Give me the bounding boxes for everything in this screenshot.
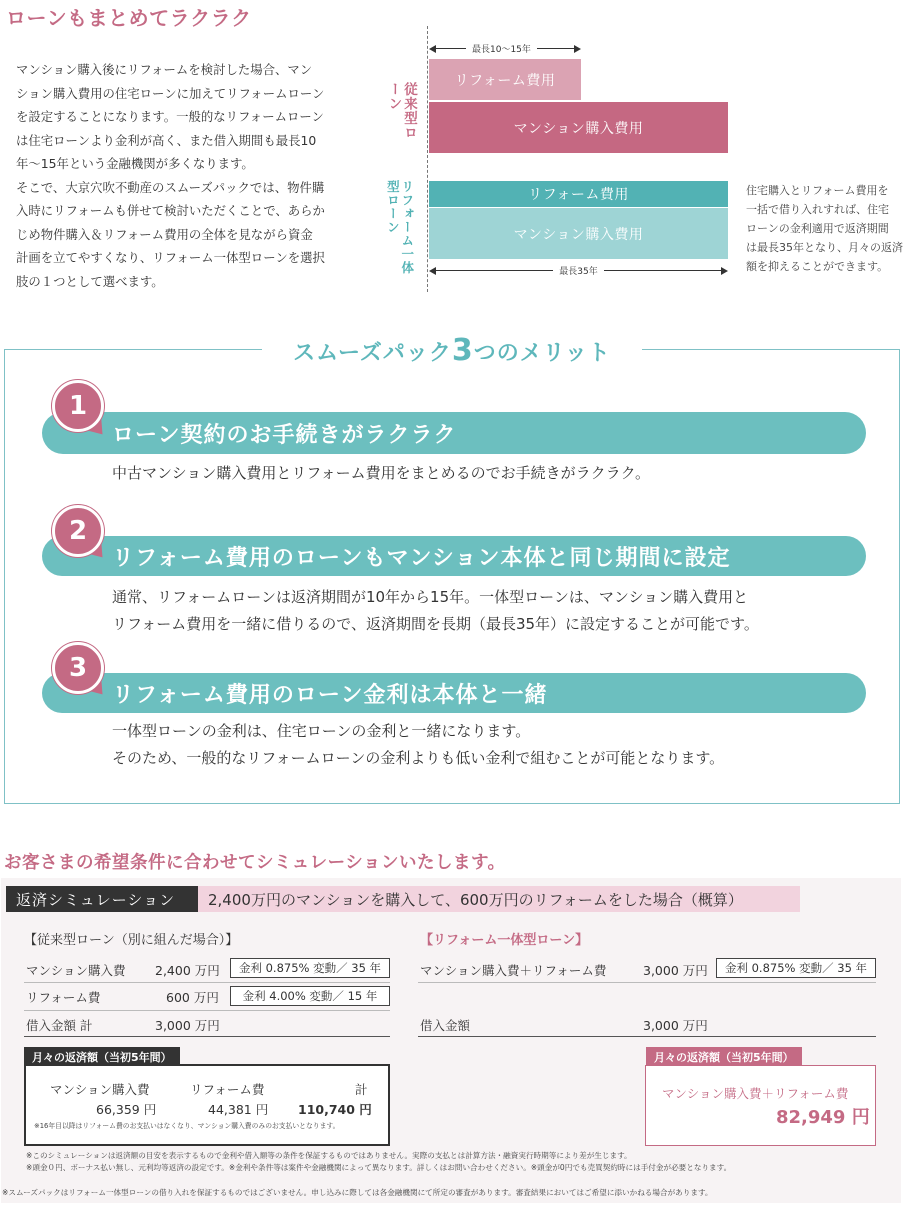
integrated-title: 【リフォーム一体型ローン】 — [420, 933, 589, 948]
conventional-title: 【従来型ローン（別に組んだ場合）】 — [24, 933, 239, 948]
arrow-right-icon — [721, 267, 728, 275]
conventional-reform-rate: 金利 4.00% 変動／ 15 年 — [230, 986, 390, 1006]
arrow-left-icon — [429, 267, 436, 275]
monthly-total-header: 計 — [355, 1082, 368, 1097]
merits-heading-number: 3 — [451, 333, 474, 368]
diagram-note-line: は最長35年となり、月々の返済 — [746, 241, 903, 254]
diagram-baseline — [427, 26, 428, 292]
merit-1-title: ローン契約のお手続きがラクラク — [42, 412, 866, 454]
loan-description-line: 計画を立てやすくなり、リフォーム一体型ローンを選択 — [16, 250, 325, 265]
conventional-monthly-label: 月々の返済額（当初5年間） — [24, 1047, 180, 1067]
monthly-reform-value: 44,381 円 — [208, 1102, 269, 1117]
integrated-total-label: 借入金額 — [420, 1018, 471, 1033]
integrated-loan-label: リフォーム一体型ローン — [385, 180, 415, 275]
conventional-mansion-amount: 2,400 万円 — [155, 963, 220, 978]
simulation-subtitle: 2,400万円のマンションを購入して、600万円のリフォームをした場合（概算） — [198, 886, 800, 912]
integrated-mansion-bar: マンション購入費用 — [429, 208, 728, 259]
loan-description-line: マンション購入後にリフォームを検討した場合、マン — [16, 62, 313, 77]
row-divider — [418, 982, 876, 983]
diagram-note-line: 額を抑えることができます。 — [746, 260, 889, 273]
merit-3-title: リフォーム費用のローン金利は本体と一緒 — [42, 673, 866, 713]
row-divider — [418, 1036, 876, 1037]
loan-description — [16, 58, 352, 293]
integrated-row-amount: 3,000 万円 — [643, 963, 708, 978]
simulation-footnote: ※このシミュレーションは返済額の目安を表示するもので金利や借入額等の条件を保証するものではありません。実際の支払とは計算方法・融資実行時期等により差が生じます。 — [26, 1151, 632, 1160]
merit-3-number: 3 — [52, 642, 104, 694]
bottom-dimension-label: 最長35年 — [559, 267, 598, 277]
merit-2-title: リフォーム費用のローンもマンション本体と同じ期間に設定 — [42, 536, 866, 576]
merit-desc-line: 一体型ローンの金利は、住宅ローンの金利と一緒になります。 — [112, 722, 531, 740]
conventional-mansion-bar: マンション購入費用 — [429, 102, 728, 153]
integrated-total-amount: 3,000 万円 — [643, 1018, 708, 1033]
merits-heading-pre: スムーズパック — [293, 341, 452, 366]
loan-description-line: ション購入費用の住宅ローンに加えてリフォームローン — [16, 85, 325, 101]
merit-3-desc — [112, 718, 724, 772]
disclaimer: ※スムーズパックはリフォーム一体型ローンの借り入れを保証するものではございません。申し込みに際しては各金融機関にて所定の審査があります。審査結果においてはご希望に添いかねる場合があります。 — [2, 1188, 713, 1197]
simulation-tag: 返済シミュレーション — [6, 886, 198, 912]
loan-description-line: は住宅ローンより金利が高く、また借入期間も最長10 — [16, 132, 317, 148]
integrated-monthly-value: 82,949 円 — [776, 1107, 870, 1128]
merit-2-desc — [112, 584, 759, 638]
diagram-note-line: ローンの金利適用で返済期間 — [746, 222, 889, 235]
merits-heading — [262, 333, 642, 367]
loan-description-line: 肢の１つとして選べます。 — [16, 273, 164, 289]
merit-desc-line: そのため、一般的なリフォームローンの金利よりも低い金利で組むことが可能となります。 — [112, 749, 725, 767]
loan-description-line: そこで、大京穴吹不動産のスムーズパックでは、物件購 — [16, 179, 325, 195]
monthly-total-value: 110,740 円 — [298, 1102, 372, 1117]
merit-desc-line: 通常、リフォームローンは返済期間が10年から15年。一体型ローンは、マンション購入費用と — [112, 588, 749, 606]
conventional-reform-bar: リフォーム費用 — [429, 59, 581, 100]
loan-description-line: 年〜15年という金融機関が多くなります。 — [16, 156, 254, 171]
merits-heading-post: つのメリット — [473, 341, 611, 366]
conventional-mansion-label: マンション購入費 — [26, 963, 126, 978]
integrated-monthly-label: 月々の返済額（当初5年間） — [646, 1047, 802, 1067]
merit-2-number: 2 — [52, 505, 104, 557]
arrow-right-icon — [574, 45, 581, 53]
integrated-monthly-header: マンション購入費＋リフォーム費 — [662, 1086, 849, 1101]
merit-desc-line: リフォーム費用を一緒に借りるので、返済期間を長期（最長35年）に設定することが可能です。 — [112, 615, 759, 633]
conventional-total-label: 借入金額 計 — [26, 1018, 93, 1033]
integrated-row-label: マンション購入費＋リフォーム費 — [420, 963, 607, 978]
monthly-mansion-header: マンション購入費 — [50, 1082, 150, 1097]
merit-desc-line: 中古マンション購入費用とリフォーム費用をまとめるのでお手続きがラクラク。 — [112, 464, 650, 482]
monthly-mansion-value: 66,359 円 — [96, 1102, 157, 1117]
top-dimension-label: 最長10〜15年 — [472, 45, 531, 55]
simulation-footnote: ※頭金０円、ボーナス払い無し、元利均等返済の設定です。※金利や条件等は案件や金融機関によって異なります。詳しくはお問い合わせください。※頭金が0円でも売買契約時には手付金が必要となります。 — [26, 1163, 732, 1172]
integrated-reform-bar: リフォーム費用 — [429, 181, 728, 207]
conventional-total-amount: 3,000 万円 — [155, 1018, 220, 1033]
top-dimension-arrow — [429, 42, 581, 55]
row-divider — [24, 982, 390, 983]
conventional-mansion-rate: 金利 0.875% 変動／ 35 年 — [230, 958, 390, 978]
conventional-reform-amount: 600 万円 — [166, 990, 219, 1005]
merit-1-number: 1 — [52, 380, 104, 432]
loan-description-line: じめ物件購入＆リフォーム費用の全体を見ながら資金 — [16, 226, 313, 242]
row-divider — [24, 1036, 390, 1037]
simulation-heading: お客さまの希望条件に合わせてシミュレーションいたします。 — [4, 853, 506, 873]
conventional-reform-label: リフォーム費 — [26, 990, 101, 1005]
diagram-note — [746, 181, 903, 276]
monthly-reform-header: リフォーム費 — [190, 1082, 265, 1097]
loan-description-line: を設定することになります。一般的なリフォームローン — [16, 109, 324, 124]
conventional-monthly-note: ※16年目以降はリフォーム費のお支払いはなくなり、マンション購入費のみのお支払いとなります。 — [34, 1122, 340, 1130]
diagram-note-line: 一括で借り入れすれば、住宅 — [746, 203, 889, 216]
conventional-loan-label: 従来型ローン — [385, 82, 418, 140]
integrated-row-rate: 金利 0.875% 変動／ 35 年 — [716, 958, 876, 978]
bottom-dimension-arrow — [429, 264, 728, 277]
merit-1-desc — [112, 460, 650, 487]
diagram-note-line: 住宅購入とリフォーム費用を — [746, 184, 889, 197]
arrow-left-icon — [429, 45, 436, 53]
loan-description-line: 入時にリフォームも併せて検討いただくことで、あらか — [16, 203, 325, 218]
row-divider — [24, 1010, 390, 1011]
section-title-loan: ローンもまとめてラクラク — [6, 6, 252, 30]
